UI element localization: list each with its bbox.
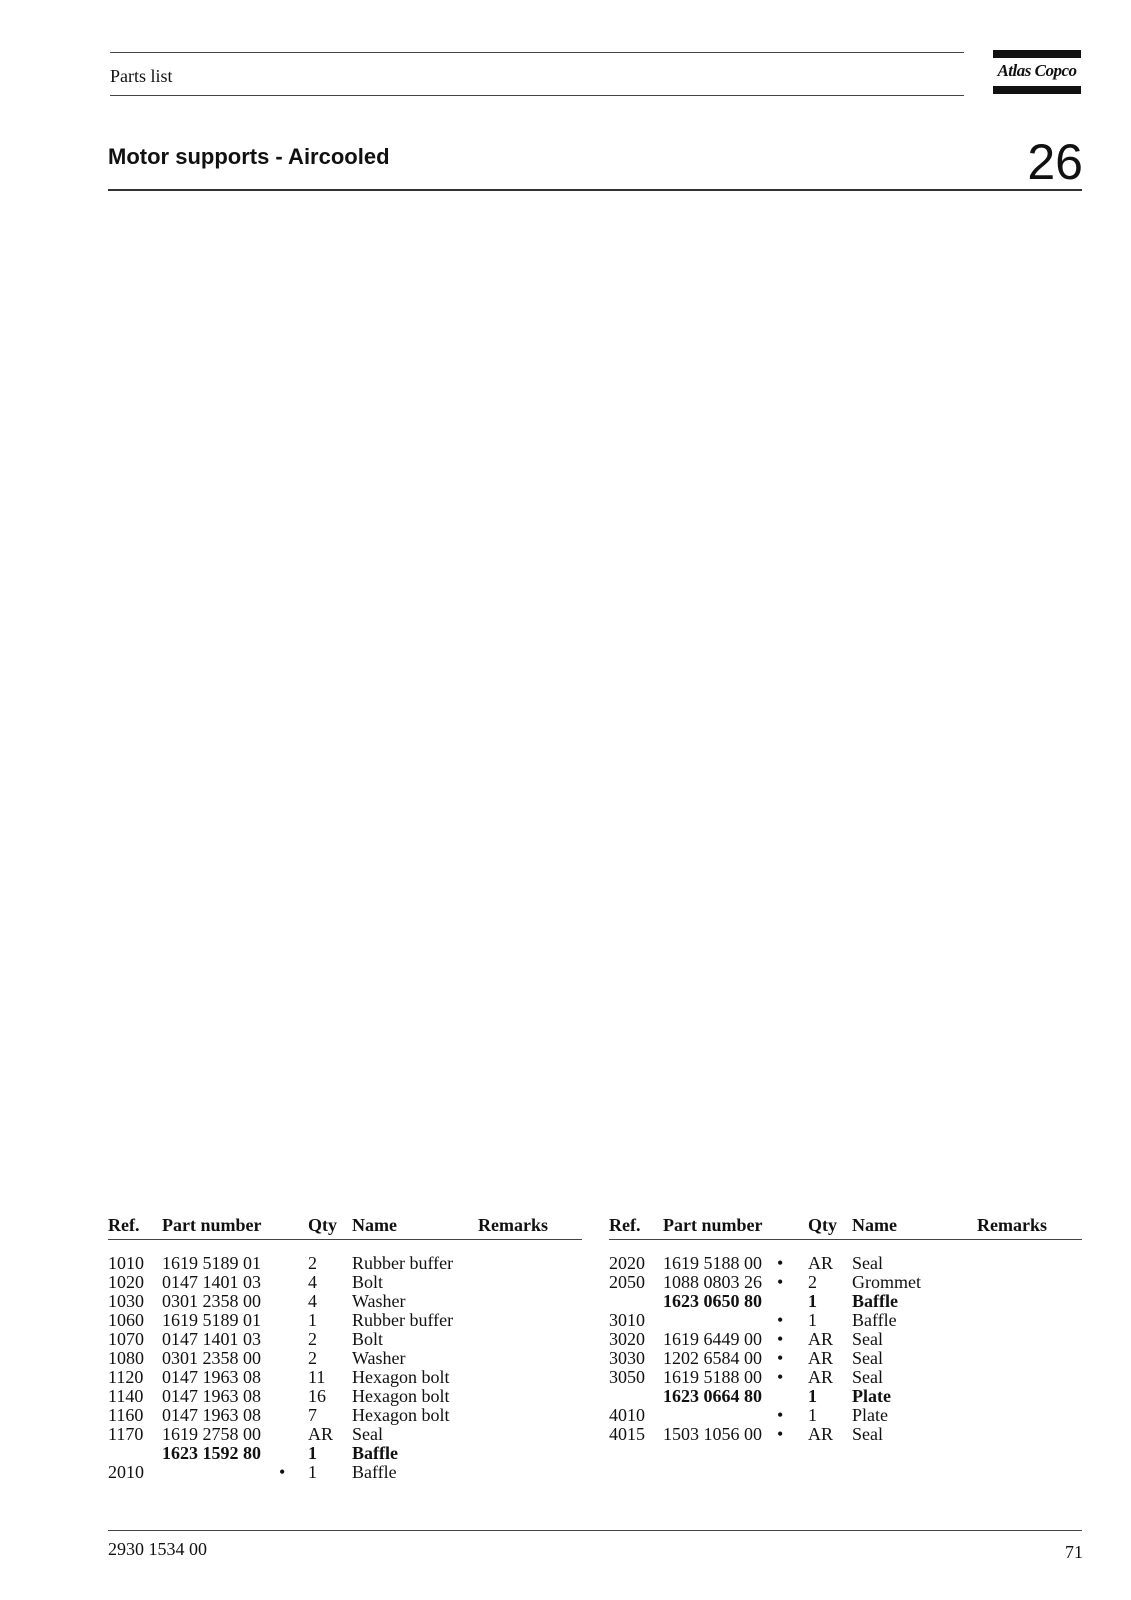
cell-name: Baffle	[352, 1462, 397, 1482]
cell-name: Plate	[852, 1405, 888, 1425]
logo-bottom-bar	[993, 86, 1081, 94]
table-row	[108, 1330, 582, 1349]
cell-part-number: 1619 2758 00	[162, 1424, 261, 1444]
cell-ref: 1170	[108, 1424, 144, 1444]
cell-qty: AR	[808, 1253, 834, 1273]
cell-bullet: •	[777, 1348, 784, 1368]
cell-name: Seal	[852, 1253, 883, 1273]
cell-name: Seal	[352, 1424, 383, 1444]
col-qty-header: Qty	[808, 1215, 837, 1235]
footer-rule	[108, 1530, 1082, 1531]
table-row	[108, 1368, 582, 1387]
footer-doc-number: 2930 1534 00	[108, 1539, 207, 1559]
table-row	[609, 1273, 1082, 1292]
cell-name: Seal	[852, 1424, 883, 1444]
cell-part-number: 0147 1963 08	[162, 1405, 261, 1425]
cell-qty: AR	[308, 1424, 334, 1444]
cell-bullet: •	[777, 1329, 784, 1349]
cell-name: Seal	[852, 1348, 883, 1368]
cell-name: Hexagon bolt	[352, 1367, 450, 1387]
cell-ref: 1010	[108, 1253, 144, 1273]
cell-part-number: 1503 1056 00	[663, 1424, 762, 1444]
header-top-rule	[110, 52, 964, 53]
cell-ref: 1140	[108, 1386, 144, 1406]
cell-qty: 16	[308, 1386, 326, 1406]
table-row	[609, 1330, 1082, 1349]
cell-part-number: 1619 5189 01	[162, 1310, 261, 1330]
cell-part-number: 1623 0664 80	[663, 1386, 762, 1406]
cell-name: Hexagon bolt	[352, 1405, 450, 1425]
cell-name: Plate	[852, 1386, 891, 1406]
cell-name: Grommet	[852, 1272, 921, 1292]
cell-name: Seal	[852, 1367, 883, 1387]
cell-qty: 2	[308, 1253, 317, 1273]
cell-part-number: 1623 0650 80	[663, 1291, 762, 1311]
cell-ref: 4010	[609, 1405, 645, 1425]
cell-ref: 1060	[108, 1310, 144, 1330]
cell-ref: 1030	[108, 1291, 144, 1311]
cell-part-number: 0147 1963 08	[162, 1386, 261, 1406]
cell-part-number: 1202 6584 00	[663, 1348, 762, 1368]
cell-name: Washer	[352, 1348, 406, 1368]
col-ref-header: Ref.	[108, 1215, 140, 1235]
cell-qty: 1	[808, 1405, 817, 1425]
cell-qty: 1	[808, 1386, 817, 1406]
table-row	[108, 1311, 582, 1330]
table-header	[609, 1215, 1082, 1240]
table-row	[108, 1387, 582, 1406]
cell-qty: AR	[808, 1348, 834, 1368]
cell-qty: 4	[308, 1291, 317, 1311]
col-part-number-header: Part number	[162, 1215, 262, 1235]
cell-ref: 1160	[108, 1405, 144, 1425]
cell-part-number: 1623 1592 80	[162, 1443, 261, 1463]
cell-bullet: •	[777, 1253, 784, 1273]
table-header	[108, 1215, 582, 1240]
col-ref-header: Ref.	[609, 1215, 641, 1235]
header-label: Parts list	[110, 66, 173, 86]
cell-ref: 3010	[609, 1310, 645, 1330]
cell-name: Baffle	[352, 1443, 398, 1463]
cell-name: Hexagon bolt	[352, 1386, 450, 1406]
table-body	[108, 1254, 582, 1482]
table-row	[609, 1349, 1082, 1368]
cell-part-number: 1088 0803 26	[663, 1272, 762, 1292]
cell-part-number: 0147 1401 03	[162, 1272, 261, 1292]
cell-bullet: •	[777, 1424, 784, 1444]
cell-qty: 11	[308, 1367, 326, 1387]
cell-part-number: 0147 1401 03	[162, 1329, 261, 1349]
cell-qty: AR	[808, 1329, 834, 1349]
parts-table-right	[609, 1215, 1082, 1444]
cell-bullet: •	[777, 1367, 784, 1387]
cell-part-number: 0301 2358 00	[162, 1291, 261, 1311]
cell-qty: 4	[308, 1272, 317, 1292]
cell-ref: 4015	[609, 1424, 645, 1444]
cell-qty: 2	[308, 1348, 317, 1368]
table-row	[609, 1406, 1082, 1425]
table-row	[108, 1292, 582, 1311]
cell-bullet: •	[279, 1462, 286, 1482]
cell-bullet: •	[777, 1272, 784, 1292]
logo-wordmark: Atlas Copco	[997, 61, 1077, 80]
table-row	[108, 1254, 582, 1273]
table-row	[108, 1349, 582, 1368]
cell-ref: 2050	[609, 1272, 645, 1292]
title-rule	[108, 189, 1082, 191]
cell-name: Rubber buffer	[352, 1310, 454, 1330]
cell-ref: 3020	[609, 1329, 645, 1349]
cell-ref: 3030	[609, 1348, 645, 1368]
table-row	[609, 1387, 1082, 1406]
cell-name: Seal	[852, 1329, 883, 1349]
cell-ref: 1120	[108, 1367, 144, 1387]
cell-bullet: •	[777, 1310, 784, 1330]
atlas-copco-logo	[993, 50, 1081, 94]
cell-part-number: 1619 5188 00	[663, 1253, 762, 1273]
cell-part-number: 0301 2358 00	[162, 1348, 261, 1368]
col-name-header: Name	[852, 1215, 897, 1235]
table-row	[108, 1425, 582, 1444]
table-row	[609, 1311, 1082, 1330]
logo-top-bar	[993, 50, 1081, 58]
cell-ref: 1080	[108, 1348, 144, 1368]
cell-qty: 1	[808, 1291, 817, 1311]
cell-name: Rubber buffer	[352, 1253, 454, 1273]
col-remarks-header: Remarks	[977, 1215, 1047, 1235]
col-name-header: Name	[352, 1215, 397, 1235]
cell-name: Washer	[352, 1291, 406, 1311]
col-qty-header: Qty	[308, 1215, 337, 1235]
cell-part-number: 1619 5188 00	[663, 1367, 762, 1387]
col-part-number-header: Part number	[663, 1215, 763, 1235]
footer-page-number: 71	[1065, 1542, 1083, 1562]
table-row	[609, 1292, 1082, 1311]
cell-qty: 1	[308, 1462, 317, 1482]
cell-part-number: 0147 1963 08	[162, 1367, 261, 1387]
cell-part-number: 1619 5189 01	[162, 1253, 261, 1273]
cell-bullet: •	[777, 1405, 784, 1425]
cell-name: Baffle	[852, 1310, 897, 1330]
cell-qty: 7	[308, 1405, 317, 1425]
table-row	[609, 1254, 1082, 1273]
cell-ref: 2010	[108, 1462, 144, 1482]
cell-qty: 1	[308, 1310, 317, 1330]
cell-part-number: 1619 6449 00	[663, 1329, 762, 1349]
table-row	[108, 1444, 582, 1463]
cell-ref: 3050	[609, 1367, 645, 1387]
cell-ref: 1070	[108, 1329, 144, 1349]
cell-qty: AR	[808, 1367, 834, 1387]
cell-qty: 1	[308, 1443, 317, 1463]
col-remarks-header: Remarks	[478, 1215, 548, 1235]
cell-name: Bolt	[352, 1329, 384, 1349]
table-row	[609, 1368, 1082, 1387]
cell-name: Bolt	[352, 1272, 384, 1292]
table-row	[609, 1425, 1082, 1444]
cell-ref: 2020	[609, 1253, 645, 1273]
parts-table-left	[108, 1215, 582, 1482]
cell-ref: 1020	[108, 1272, 144, 1292]
cell-qty: 2	[808, 1272, 817, 1292]
header-bottom-rule	[110, 95, 964, 96]
cell-name: Baffle	[852, 1291, 898, 1311]
table-row	[108, 1463, 582, 1482]
section-number: 26	[1027, 134, 1083, 190]
section-title: Motor supports - Aircooled	[108, 144, 390, 169]
table-row	[108, 1406, 582, 1425]
table-body	[609, 1254, 1082, 1444]
table-row	[108, 1273, 582, 1292]
cell-qty: 2	[308, 1329, 317, 1349]
cell-qty: 1	[808, 1310, 817, 1330]
cell-qty: AR	[808, 1424, 834, 1444]
